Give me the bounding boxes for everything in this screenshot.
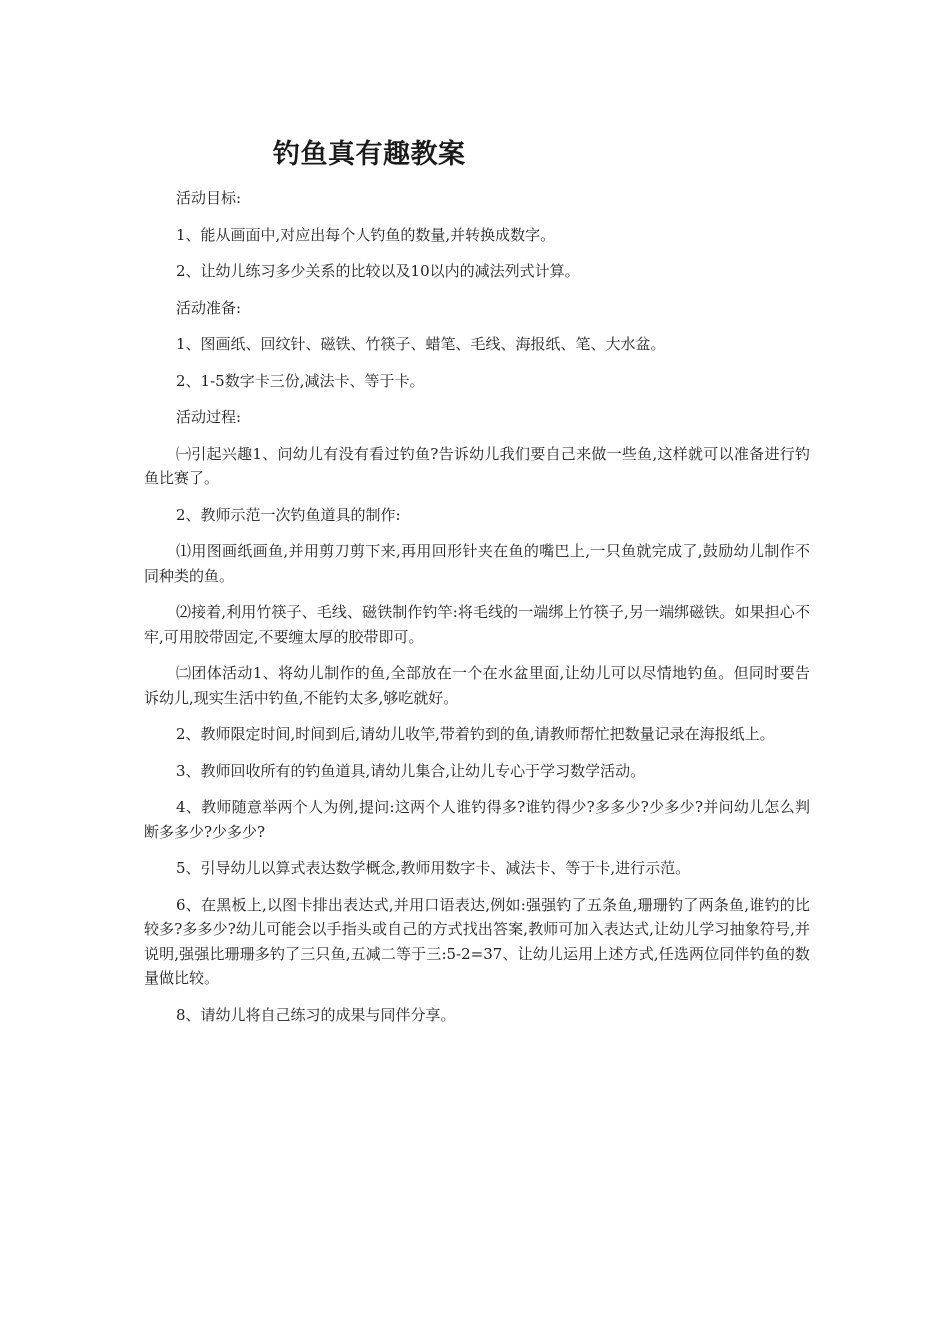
paragraph-group-3: 3、教师回收所有的钓鱼道具,请幼儿集合,让幼儿专心于学习数学活动。 — [176, 761, 646, 780]
document-title: 钓鱼真有趣教案 — [273, 139, 466, 170]
paragraph-objective-2: 2、让幼儿练习多少关系的比较以及10以内的减法列式计算。 — [176, 262, 580, 280]
paragraph-process-step-1: ⑴用图画纸画鱼,并用剪刀剪下来,再用回形针夹在鱼的嘴巴上,一只鱼就完成了,鼓励幼儿制作不同种类的鱼。 — [144, 542, 810, 585]
paragraph-preparation-heading: 活动准备: — [176, 298, 242, 317]
paragraph-group-activity: ㈡团体活动1、将幼儿制作的鱼,全部放在一个在水盆里面,让幼儿可以尽情地钓鱼。但同时要告诉幼儿,现实生活中钓鱼,不能钓太多,够吃就好。 — [144, 664, 810, 707]
paragraph-group-6: 6、在黑板上,以图卡排出表达式,并用口语表达,例如:强强钓了五条鱼,珊珊钓了两条鱼,谁钓的比较多?多多少?幼儿可能会以手指头或自己的方式找出答案,教师可加入表达式,让幼儿学习抽象符号,并说明,强强比珊珊多钓了三只鱼,五减二等于三:5-2=37、让幼儿运用上述方式,任选两位同伴钓鱼的数量做比较。 — [144, 895, 810, 987]
document-body — [144, 186, 810, 1039]
paragraph-group-2: 2、教师限定时间,时间到后,请幼儿收竿,带着钓到的鱼,请教师帮忙把数量记录在海报纸上。 — [176, 725, 775, 743]
paragraph-objective-1: 1、能从画面中,对应出每个人钓鱼的数量,并转换成数字。 — [176, 225, 556, 244]
paragraph-preparation-1: 1、图画纸、回纹针、磁铁、竹筷子、蜡笔、毛线、海报纸、笔、大水盆。 — [176, 335, 666, 353]
paragraph-process-step-2: ⑵接着,利用竹筷子、毛线、磁铁制作钓竿:将毛线的一端绑上竹筷子,另一端绑磁铁。如果担心不牢,可用胶带固定,不要缠太厚的胶带即可。 — [144, 603, 810, 646]
paragraph-group-4: 4、教师随意举两个人为例,提问:这两个人谁钓得多?谁钓得少?多多少?少多少?并问幼儿怎么判断多多少?少多少? — [144, 798, 810, 841]
paragraph-objectives-heading: 活动目标: — [176, 189, 242, 207]
paragraph-preparation-2: 2、1-5数字卡三份,减法卡、等于卡。 — [176, 371, 425, 390]
paragraph-process-intro: ㈠引起兴趣1、问幼儿有没有看过钓鱼?告诉幼儿我们要自己来做一些鱼,这样就可以准备进行钓鱼比赛了。 — [144, 444, 810, 487]
paragraph-group-8: 8、请幼儿将自己练习的成果与同伴分享。 — [176, 1005, 456, 1024]
paragraph-process-heading: 活动过程: — [176, 408, 242, 426]
paragraph-process-demo: 2、教师示范一次钓鱼道具的制作: — [176, 505, 401, 524]
paragraph-group-5: 5、引导幼儿以算式表达数学概念,教师用数字卡、减法卡、等于卡,进行示范。 — [176, 859, 691, 877]
